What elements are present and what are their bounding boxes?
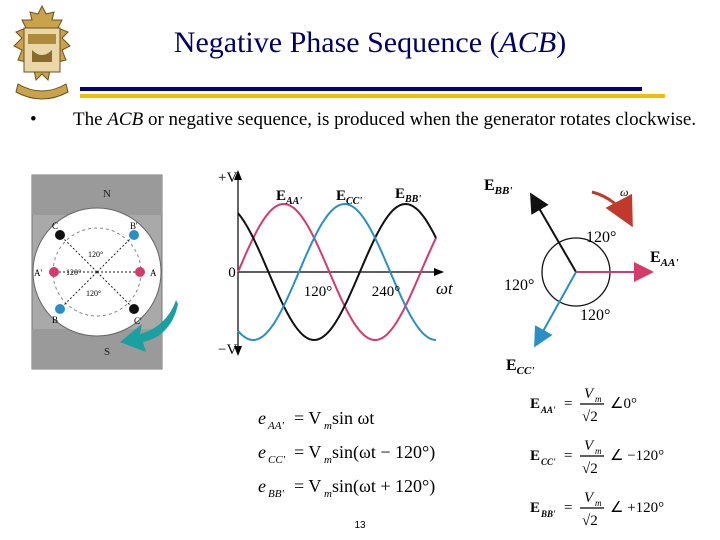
label-a-prime: A': [34, 268, 43, 278]
eqp-num-sub: m: [595, 394, 602, 404]
eq-lhs-sub: AA': [268, 420, 284, 432]
eqp-num: V: [584, 386, 594, 402]
eqp-lhs: E: [530, 500, 541, 516]
y-axis-top-label: +V: [218, 170, 238, 186]
eqp-angle: ∠ −120°: [610, 448, 665, 464]
phasor-angle-top: 120°: [586, 229, 617, 246]
eq-lhs: e: [258, 408, 266, 428]
label-b-prime: B': [130, 221, 138, 231]
eq-rhs: = V: [294, 408, 322, 428]
time-equation-1: [258, 408, 374, 432]
phasor-equation-2: [530, 438, 664, 477]
eq-lhs-sub: BB': [268, 488, 284, 500]
eqp-angle: ∠ +120°: [610, 500, 665, 516]
phasor-angle-left: 120°: [504, 277, 535, 294]
phasor-diagram: [480, 170, 700, 380]
three-phase-waveform: [214, 168, 464, 362]
eqp-lhs-sub: BB': [541, 509, 556, 519]
x-axis-variable: ωt: [436, 279, 453, 298]
eqp-lhs: E: [530, 448, 541, 464]
eq-rhs-sub: m: [324, 454, 332, 466]
rotation-direction-arrow: [118, 298, 180, 354]
south-pole-label: S: [103, 346, 111, 358]
eq-rest: sin(ωt + 120°): [332, 476, 436, 496]
y-axis-zero-label: 0: [228, 265, 236, 281]
eqp-equals: =: [564, 448, 573, 464]
eq-rhs: = V: [294, 476, 322, 496]
phasor-equation-1: [530, 386, 637, 425]
conductor-b: [55, 304, 65, 314]
label-c-prime: C': [134, 316, 142, 326]
time-domain-equations: [250, 400, 480, 510]
eq-lhs: e: [258, 442, 266, 462]
eq-rest: sin ωt: [332, 408, 375, 428]
eqp-lhs-sub: CC': [541, 457, 556, 467]
eqp-den: √2: [582, 461, 598, 477]
gen-angle-1: 120°: [88, 250, 104, 259]
slide-title: Negative Phase Sequence (ACB): [173, 26, 567, 59]
eqp-num-sub: m: [595, 446, 602, 456]
time-equation-2: [258, 442, 435, 466]
label-c: C: [52, 221, 59, 231]
north-pole-label: N: [103, 188, 111, 200]
eqp-lhs: E: [530, 396, 541, 412]
eqp-equals: =: [564, 500, 573, 516]
eqp-den: √2: [582, 513, 598, 529]
legend-e-bb: $E_{BB'}$: [395, 186, 422, 205]
eq-lhs-sub: CC': [268, 454, 286, 466]
phasor-e-cc: [536, 272, 576, 344]
eqp-angle: ∠0°: [610, 396, 637, 412]
bullet-text: The ACB or negative sequence, is produced when the generator rotates clockwise.: [73, 109, 697, 130]
title-underline-blue: [80, 87, 642, 91]
tick-240: 240°: [371, 284, 401, 300]
eq-rhs: = V: [294, 442, 322, 462]
phasor-domain-equations: [526, 378, 706, 534]
legend-e-cc: $E_{CC'}$: [336, 188, 363, 207]
phasor-label-e-bb: $E_{BB'}$: [484, 177, 513, 197]
eq-lhs: e: [258, 476, 266, 496]
tick-120: 120°: [303, 284, 333, 300]
conductor-c: [55, 230, 65, 240]
label-b: B: [52, 315, 59, 325]
phasor-angle-bottom: 120°: [580, 307, 611, 324]
eqp-num-sub: m: [595, 498, 602, 508]
conductor-a: [135, 267, 145, 277]
y-axis-bottom-label: −V: [218, 342, 238, 358]
label-a: A: [150, 268, 157, 278]
eqp-num: V: [584, 490, 594, 506]
eqp-den: √2: [582, 409, 598, 425]
eq-rhs-sub: m: [324, 420, 332, 432]
phasor-equation-3: [530, 490, 664, 529]
conductor-a-prime: [49, 267, 59, 277]
academy-seal-logo: [6, 4, 78, 102]
gen-angle-2: 120°: [66, 268, 82, 277]
page-number: 13: [354, 520, 366, 531]
bullet-symbol: •: [30, 109, 37, 130]
gen-angle-3: 120°: [86, 289, 102, 298]
conductor-b-prime: [129, 230, 139, 240]
eqp-lhs-sub: AA': [541, 405, 556, 415]
eqp-num: V: [584, 438, 594, 454]
legend-e-aa: $E_{AA'}$: [276, 188, 303, 207]
time-equation-3: [258, 476, 435, 500]
omega-label: ω: [620, 185, 629, 199]
phasor-label-e-aa: $E_{AA'}$: [650, 249, 679, 269]
phasor-label-e-cc: $E_{CC'}$: [506, 357, 535, 377]
eq-rest: sin(ωt − 120°): [332, 442, 436, 462]
phasor-e-bb: [532, 196, 576, 272]
eq-rhs-sub: m: [324, 488, 332, 500]
title-underline-gold: [80, 94, 665, 98]
eqp-equals: =: [564, 396, 573, 412]
